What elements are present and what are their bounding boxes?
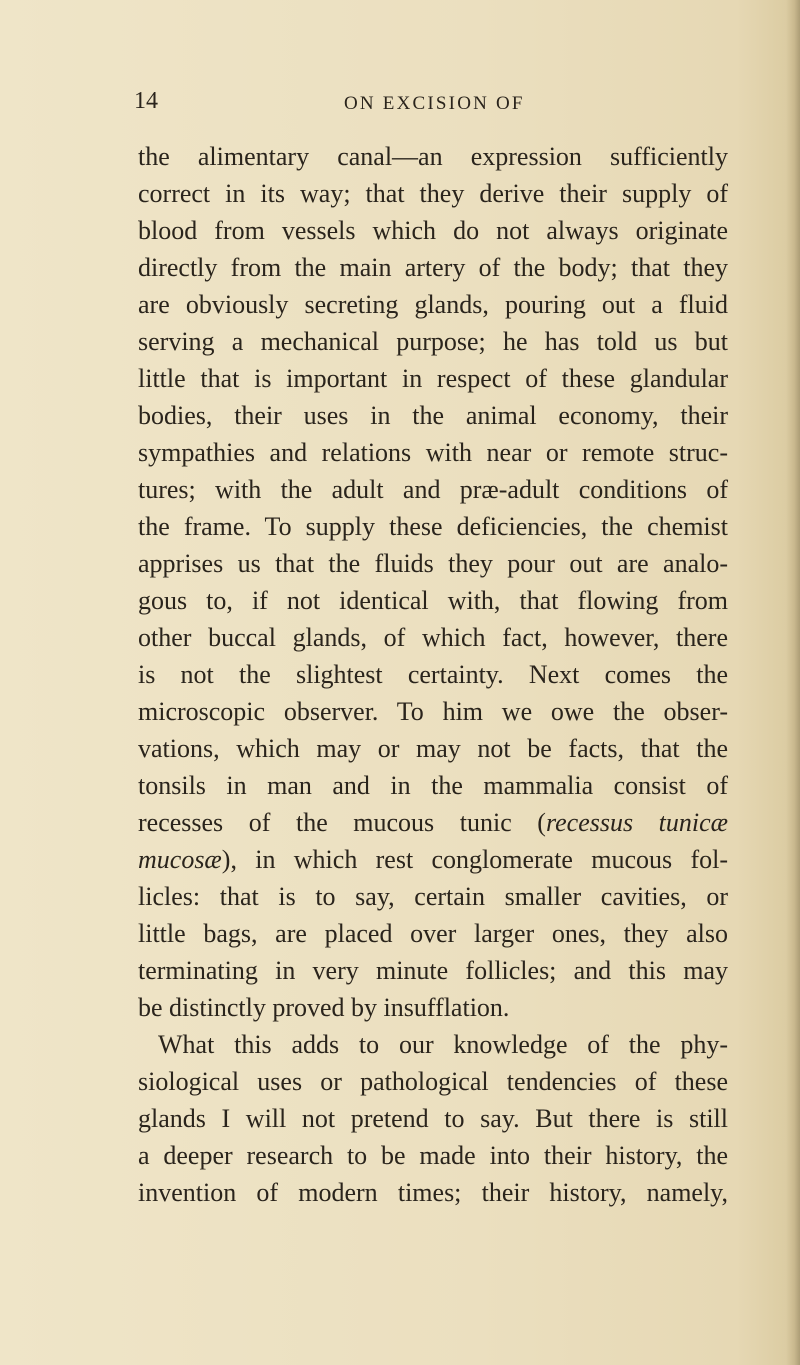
text-line: What this adds to our knowledge of the phy-: [158, 1030, 728, 1059]
text-line: the alimentary canal—an expression sufficiently: [138, 142, 728, 171]
text-line: tonsils in man and in the mammalia consist of: [138, 771, 728, 800]
text-line: blood from vessels which do not always originate: [138, 216, 728, 245]
text-line: gous to, if not identical with, that flowing from: [138, 586, 728, 615]
page-edge-shadow: [786, 0, 800, 1365]
text-line: glands I will not pretend to say. But there is still: [138, 1104, 728, 1133]
text-line: serving a mechanical purpose; he has told us but: [138, 327, 728, 356]
text-line: the frame. To supply these deficiencies, the chemist: [138, 512, 728, 541]
text-line: bodies, their uses in the animal economy, their: [138, 401, 728, 430]
text-line: [138, 841, 728, 878]
text-line: tures; with the adult and præ-adult conditions of: [138, 475, 728, 504]
text-line: little that is important in respect of these glandular: [138, 364, 728, 393]
text-line: invention of modern times; their history, namely,: [138, 1178, 728, 1207]
text-run: ), in which rest conglomerate mucous fol-: [221, 845, 728, 874]
text-line: apprises us that the fluids they pour out are analo-: [138, 549, 728, 578]
running-head: ON EXCISION OF: [344, 93, 525, 114]
text-line: licles: that is to say, certain smaller cavities, or: [138, 882, 728, 911]
text-line: are obviously secreting glands, pouring out a fluid: [138, 290, 728, 319]
text-line: vations, which may or may not be facts, that the: [138, 734, 728, 763]
page-number: 14: [134, 88, 158, 114]
text-line: [138, 804, 728, 841]
text-line: terminating in very minute follicles; and this may: [138, 956, 728, 985]
text-line: siological uses or pathological tendencies of these: [138, 1067, 728, 1096]
text-line: be distinctly proved by insufflation.: [138, 993, 510, 1022]
text-run: recesses of the mucous tunic (: [138, 808, 546, 837]
text-line: correct in its way; that they derive their supply of: [138, 179, 728, 208]
text-line: a deeper research to be made into their history, the: [138, 1141, 728, 1170]
italic-text-run: mucosæ: [138, 845, 222, 874]
italic-text-run: recessus tunicæ: [545, 808, 728, 837]
text-line: microscopic observer. To him we owe the obser-: [138, 697, 728, 726]
text-line: sympathies and relations with near or remote struc-: [138, 438, 728, 467]
text-line: little bags, are placed over larger ones, they also: [138, 919, 728, 948]
text-line: directly from the main artery of the body; that they: [138, 253, 728, 282]
body-text: [138, 138, 728, 1211]
text-line: is not the slightest certainty. Next comes the: [138, 660, 728, 689]
text-line: other buccal glands, of which fact, however, there: [138, 623, 728, 652]
